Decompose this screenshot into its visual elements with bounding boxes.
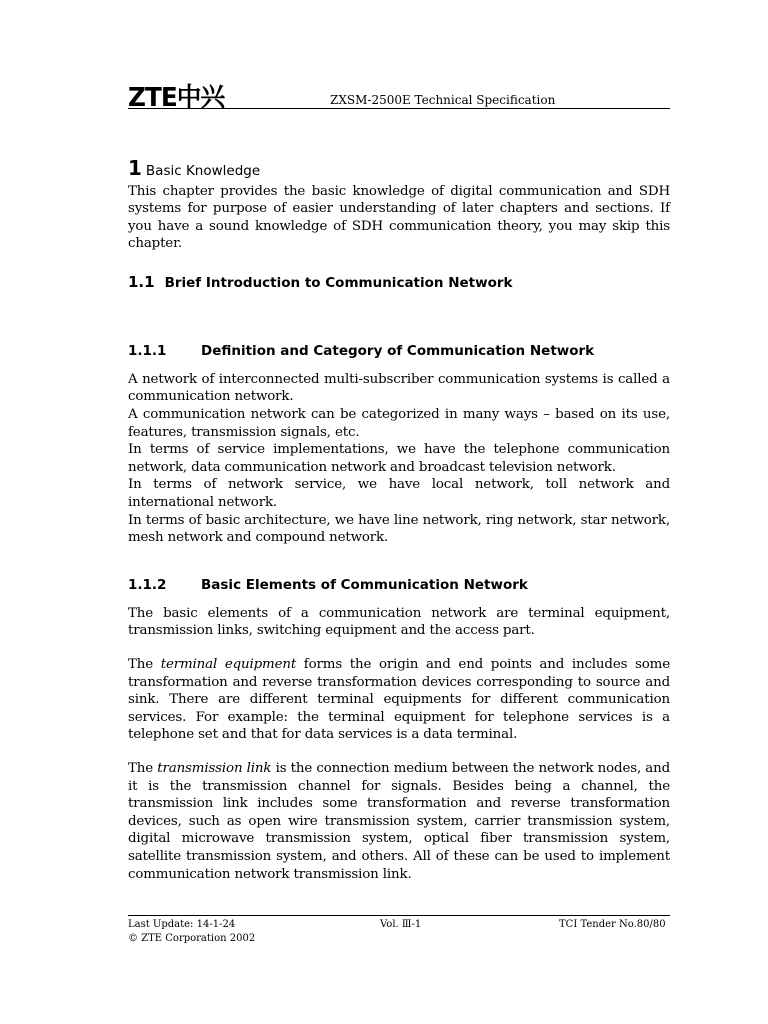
paragraph: The basic elements of a communication network are terminal equipment, transmission links, switching equipment and the access part. (128, 605, 670, 639)
footer-divider (128, 915, 670, 916)
paragraph: In terms of basic architecture, we have line network, ring network, star network, mesh network and compound network. (128, 512, 670, 546)
footer-tender-number: TCI Tender No.80/80 (559, 919, 666, 930)
term-transmission-link: transmission link (157, 760, 272, 776)
section-1-1-heading (128, 273, 670, 291)
section-number: 1.1.1 (128, 342, 167, 359)
paragraph: In terms of network service, we have local network, toll network and international network. (128, 477, 670, 511)
section-number: 1.1.2 (128, 576, 167, 593)
section-number: 1.1 (128, 272, 155, 291)
footer-last-update: Last Update: 14-1-24 (128, 919, 236, 930)
section-title: Definition and Category of Communication Network (201, 342, 595, 359)
text-run: is the connection medium between the network nodes, and it is the transmission channel for signals. Besides being a channel, the transmission link includes some transformation and reverse transformation devices, such as open wire transmission system, carrier transmission system, digital microwave transmission system, optical fiber transmission system, satellite transmission system, and others. All of these can be used to implement communication network transmission link. (128, 760, 671, 882)
zte-logo: ZTE中兴 (128, 83, 225, 113)
term-terminal-equipment: terminal equipment (160, 657, 297, 672)
footer-volume: Vol. Ⅲ-1 (380, 919, 422, 930)
page-content (128, 158, 670, 883)
chapter-number: 1 (128, 156, 142, 180)
header-divider (128, 108, 670, 109)
section-1-1-2-heading (128, 577, 670, 593)
section-title: Basic Elements of Communication Network (201, 576, 528, 593)
text-run: forms the origin and end points and includes some transformation and reverse transformation devices corresponding to source and sink. There are different terminal equipments for different communication services. For example: the terminal equipment for telephone services is a telephone set and that for data services is a data terminal. (128, 657, 670, 743)
document-title: ZXSM-2500E Technical Specification (330, 93, 556, 107)
paragraph: A communication network can be categorized in many ways – based on its use, features, transmission signals, etc. (128, 407, 670, 440)
paragraph: A network of interconnected multi-subscriber communication systems is called a communication network. (128, 371, 670, 405)
chapter-title: Basic Knowledge (145, 163, 261, 179)
text-run: The (128, 657, 161, 672)
paragraph: In terms of service implementations, we have the telephone communication network, data communication network and broadcast television network. (128, 442, 670, 475)
section-title: Brief Introduction to Communication Network (164, 274, 513, 291)
footer-copyright: © ZTE Corporation 2002 (128, 933, 256, 944)
terminal-equipment-paragraph (128, 656, 670, 744)
chapter-intro: This chapter provides the basic knowledge of digital communication and SDH systems for purpose of easier understanding of later chapters and sections. If you have a sound knowledge of SDH communication theory, you may skip this chapter. (128, 183, 670, 252)
transmission-link-paragraph (128, 760, 670, 883)
definition-paragraphs (128, 371, 670, 547)
text-run: The (128, 760, 158, 776)
chapter-heading (128, 158, 670, 179)
section-1-1-1-heading (128, 343, 670, 359)
